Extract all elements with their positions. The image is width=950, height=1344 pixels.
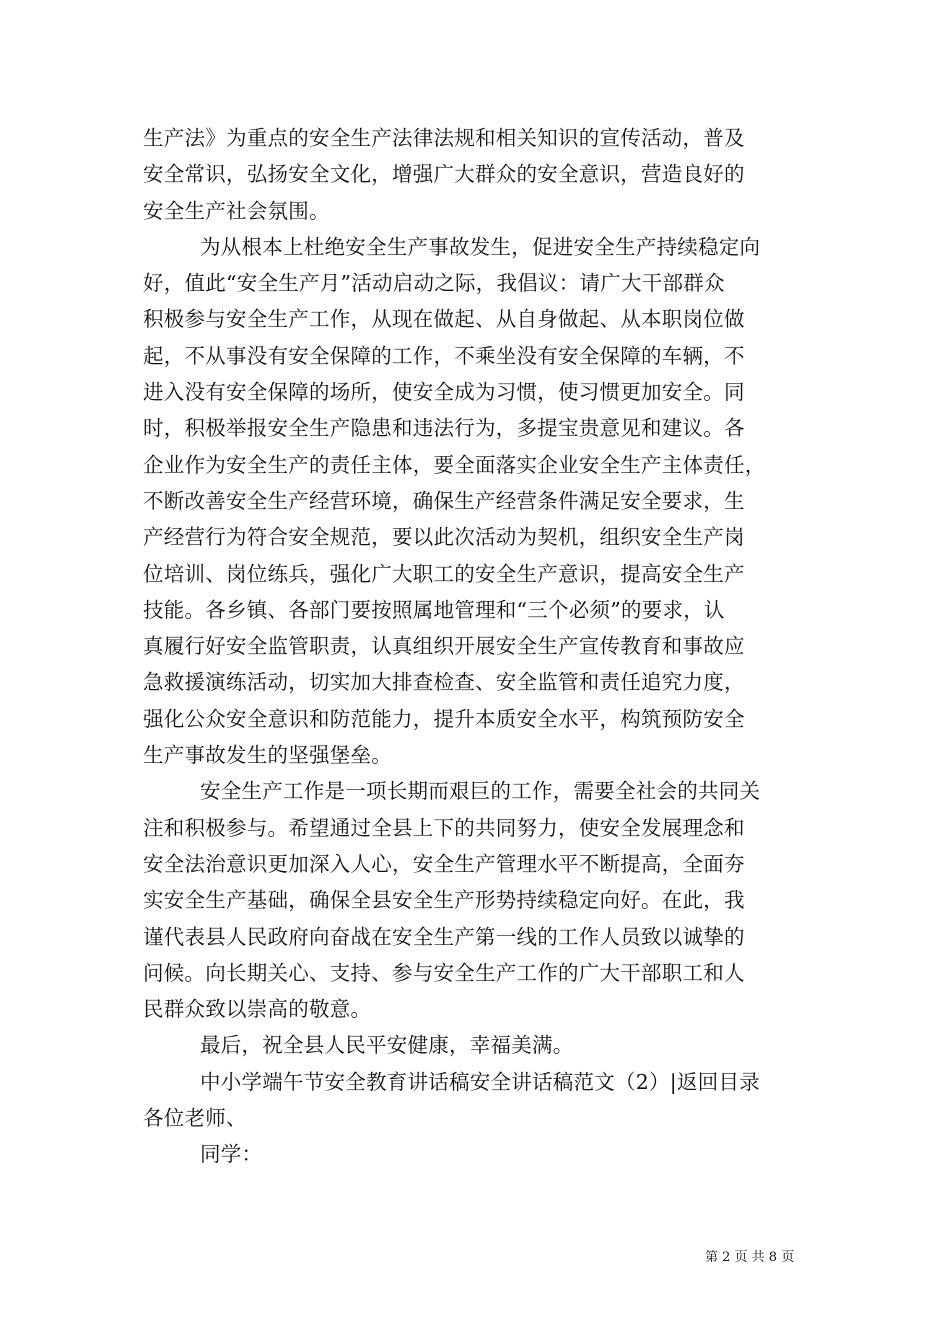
- text-line: 各位老师、: [143, 1106, 247, 1131]
- text-line: 不断改善安全生产经营环境，确保生产经营条件满足安全要求，生: [143, 488, 745, 513]
- text-line: 中小学端午节安全教育讲话稿安全讲话稿范文（2）|返回目录: [200, 1069, 760, 1094]
- text-line: 急救援演练活动，切实加大排查检查、安全监管和责任追究力度，: [143, 670, 745, 695]
- text-line: 进入没有安全保障的场所，使安全成为习惯，使习惯更加安全。同: [143, 380, 745, 405]
- text-line: 企业作为安全生产的责任主体，要全面落实企业安全生产主体责任，: [143, 452, 766, 477]
- text-line: 安全常识，弘扬安全文化，增强广大群众的安全意识，营造良好的: [143, 162, 745, 187]
- text-line: 最后，祝全县人民平安健康，幸福美满。: [200, 1033, 574, 1058]
- text-line: 实安全生产基础，确保全县安全生产形势持续稳定向好。在此，我: [143, 888, 745, 913]
- page-number-footer: 第 2 页 共 8 页: [705, 1250, 795, 1265]
- text-line: 产经营行为符合安全规范，要以此次活动为契机，组织安全生产岗: [143, 525, 745, 550]
- text-line: 积极参与安全生产工作，从现在做起、从自身做起、从本职岗位做: [143, 307, 745, 332]
- text-line: 注和积极参与。希望通过全县上下的共同努力，使安全发展理念和: [143, 815, 745, 840]
- text-line: 安全生产社会氛围。: [143, 198, 330, 223]
- text-line: 民群众致以崇高的敬意。: [143, 997, 372, 1022]
- text-line: 同学：: [200, 1142, 263, 1167]
- text-line: 生产事故发生的坚强堡垒。: [143, 743, 392, 768]
- text-line: 为从根本上杜绝安全生产事故发生，促进安全生产持续稳定向: [200, 234, 761, 259]
- text-line: 安全生产工作是一项长期而艰巨的工作，需要全社会的共同关: [200, 779, 761, 804]
- text-line: 时，积极举报安全生产隐患和违法行为，多提宝贵意见和建议。各: [143, 416, 745, 441]
- text-line: 位培训、岗位练兵，强化广大职工的安全生产意识，提高安全生产: [143, 561, 745, 586]
- text-line: 强化公众安全意识和防范能力，提升本质安全水平，构筑预防安全: [143, 706, 745, 731]
- text-line: 真履行好安全监管职责，认真组织开展安全生产宣传教育和事故应: [143, 634, 745, 659]
- text-line: 起，不从事没有安全保障的工作，不乘坐没有安全保障的车辆，不: [143, 343, 745, 368]
- text-line: 问候。向长期关心、支持、参与安全生产工作的广大干部职工和人: [143, 960, 745, 985]
- text-line: 谨代表县人民政府向奋战在安全生产第一线的工作人员致以诚挚的: [143, 924, 745, 949]
- text-line: 生产法》为重点的安全生产法律法规和相关知识的宣传活动，普及: [143, 126, 745, 150]
- text-line: 技能。各乡镇、各部门要按照属地管理和“三个必须”的要求，认: [143, 597, 725, 622]
- text-line: 好，值此“安全生产月”活动启动之际，我倡议：请广大干部群众: [143, 271, 725, 296]
- text-line: 安全法治意识更加深入人心，安全生产管理水平不断提高，全面夯: [143, 851, 745, 876]
- document-body: [143, 120, 813, 1173]
